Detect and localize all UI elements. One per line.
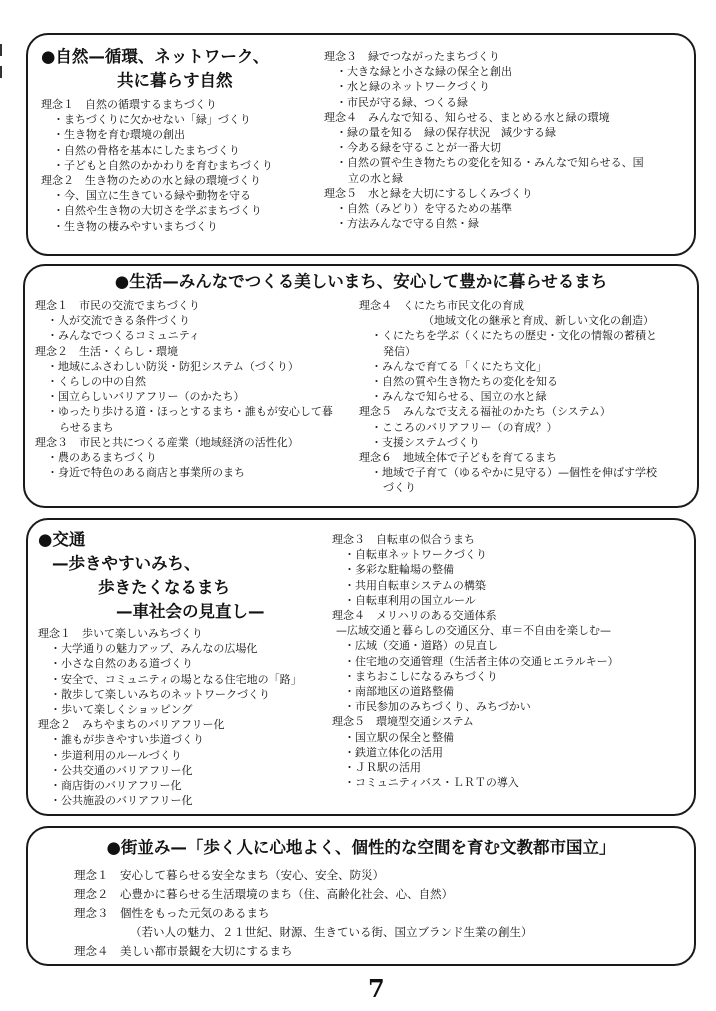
list-item: ・自転車ネットワークづくり	[344, 548, 487, 562]
list-item: ・自然の質や生き物たちの変化を知る・みんなで知らせる、国	[336, 156, 644, 170]
list-item: ・鉄道立体化の活用	[344, 745, 443, 759]
nature-left-column	[41, 45, 341, 234]
principle-heading: 理念５ みんなで支える福祉のかたち（システム）	[359, 405, 611, 419]
principle-heading: 理念６ 地域全体で子どもを育てるまち	[359, 451, 557, 465]
list-item: ・商店街のバリアフリー化	[50, 779, 182, 793]
list-item: ・ゆったり歩ける道・ほっとするまち・誰もが安心して暮	[47, 405, 333, 419]
principle-heading: 理念５ 環境型交通システム	[332, 715, 474, 729]
list-item: ・みんなでつくるコミュニティ	[47, 329, 200, 343]
list-item: ・住宅地の交通管理（生活者主体の交通ヒエラルキー）	[344, 654, 619, 668]
list-item: ・小さな自然のある道づくり	[50, 657, 193, 671]
list-item: ・歩いて楽しくショッピング	[50, 703, 193, 717]
list-item: ・自然や生き物の大切さを学ぶまちづくり	[53, 204, 262, 218]
principle-note: （若い人の魅力、２１世紀、財源、生きている街、国立ブランド生業の創生）	[130, 925, 533, 939]
nature-right-column	[324, 49, 690, 231]
list-item: ・国立らしいバリアフリー（のかたち）	[47, 390, 245, 404]
list-item: ・大きな緑と小さな緑の保全と創出	[336, 65, 512, 79]
list-item: ・南部地区の道路整備	[344, 685, 454, 699]
list-item: ・身近で特色のある商店と事業所のまち	[47, 466, 245, 480]
list-item: ・今、国立に生きている緑や動物を守る	[53, 189, 251, 203]
list-item: ・農のあるまちづくり	[47, 451, 157, 465]
list-item: ・緑の量を知る 緑の保存状況 減少する緑	[336, 126, 556, 140]
list-item: ・安全で、コミュニティの場となる住宅地の「路」	[50, 672, 302, 686]
principle-heading: 理念４ 美しい都市景観を大切にするまち	[74, 944, 293, 958]
principle-heading: 理念４ みんなで知る、知らせる、まとめる水と緑の環境	[324, 110, 610, 124]
principle-subheading: —広域交通と暮らしの交通区分、車＝不自由を楽しむ—	[336, 624, 611, 638]
section-life	[23, 264, 699, 508]
life-right-column	[359, 298, 693, 496]
list-item: ・共用自転車システムの構築	[344, 578, 486, 592]
list-item: ・多彩な駐輪場の整備	[344, 563, 454, 577]
list-item: ・人が交流できる条件づくり	[47, 314, 190, 328]
section-title: ●交通	[38, 530, 86, 549]
section-title: ●生活—みんなでつくる美しいまち、安心して豊かに暮らせるまち	[114, 272, 608, 291]
section-townscape	[26, 826, 696, 966]
list-item: ・大学通りの魅力アップ、みんなの広場化	[50, 642, 258, 656]
list-item: ・方法みんなで守る自然・緑	[336, 217, 479, 231]
section-nature	[26, 33, 696, 256]
section-subtitle: 共に暮らす自然	[117, 71, 233, 90]
transport-right-column	[332, 532, 692, 790]
list-item: ・こころのバリアフリー（の育成？）	[371, 420, 558, 434]
list-item: 立の水と緑	[348, 171, 403, 185]
list-item: ・くらしの中の自然	[47, 375, 146, 389]
binding-mark	[0, 44, 2, 56]
principle-heading: 理念３ 市民と共につくる産業（地域経済の活性化）	[35, 435, 299, 449]
principle-heading: 理念４ メリハリのある交通体系	[332, 609, 497, 623]
list-item: ・今ある緑を守ることが一番大切	[336, 141, 501, 155]
list-item: ・自然の質や生き物たちの変化を知る	[371, 375, 558, 389]
binding-mark	[0, 66, 2, 78]
principle-heading: 理念２ 生活・くらし・環境	[35, 344, 178, 358]
list-item: ・自然（みどり）を守るための基準	[336, 202, 512, 216]
list-item: づくり	[383, 481, 416, 495]
list-item: ・散歩して楽しいみちのネットワークづくり	[50, 687, 270, 701]
list-item: ・地域にふさわしい防災・防犯システム（づくり）	[47, 359, 299, 373]
principle-heading: 理念１ 安心して暮らせる安全なまち（安心、安全、防災）	[74, 868, 385, 882]
list-item: ・歩道利用のルールづくり	[50, 748, 182, 762]
section-subtitle: 歩きたくなるまち	[98, 578, 230, 597]
page-number: 7	[368, 974, 385, 1003]
principle-heading: 理念１ 自然の循環するまちづくり	[41, 98, 217, 111]
townscape-list	[74, 866, 684, 961]
list-item: ・自然の骨格を基本にしたまちづくり	[53, 143, 240, 157]
principle-heading: 理念５ 水と緑を大切にするしくみづくり	[324, 186, 533, 200]
list-item: ・みんなで育てる「くにたち文化」	[371, 359, 547, 373]
principle-heading: 理念３ 緑でつながったまちづくり	[324, 50, 500, 63]
list-item: ・生き物の棲みやすいまちづくり	[53, 219, 218, 233]
section-subtitle: —歩きやすいみち、	[52, 554, 201, 573]
list-item: ・公共施設のバリアフリー化	[50, 794, 193, 808]
list-item: ・自転車利用の国立ルール	[344, 593, 476, 607]
life-left-column	[35, 298, 359, 480]
list-item: ・ＪＲ駅の活用	[344, 761, 421, 775]
list-item: ・子どもと自然のかかわりを育むまちづくり	[53, 158, 273, 172]
section-subtitle: —車社会の見直し—	[116, 602, 265, 621]
section-title: ●街並み—「歩く人に心地よく、個性的な空間を育む文教都市国立」	[106, 838, 616, 857]
list-item: ・生き物を育む環境の創出	[53, 128, 185, 142]
principle-heading: 理念２ 心豊かに暮らせる生活環境のまち（住、高齢化社会、心、自然）	[74, 887, 454, 901]
principle-heading: 理念４ くにたち市民文化の育成	[359, 299, 524, 312]
section-title: ●自然—循環、ネットワーク、	[41, 47, 270, 66]
list-item: ・支援システムづくり	[371, 435, 480, 449]
principle-subheading: （地域文化の継承と育成、新しい文化の創造）	[423, 314, 654, 328]
list-item: 発信）	[383, 344, 416, 358]
list-item: ・市民が守る緑、つくる緑	[336, 95, 468, 109]
list-item: ・水と緑のネットワークづくり	[336, 80, 490, 94]
list-item: ・国立駅の保全と整備	[344, 730, 454, 744]
list-item: ・地域で子育て（ゆるやかに見守る）—個性を伸ばす学校	[371, 466, 657, 480]
principle-heading: 理念１ 市民の交流でまちづくり	[35, 299, 200, 312]
list-item: ・市民参加のみちづくり、みちづかい	[344, 700, 531, 714]
list-item: ・広域（交通・道路）の見直し	[344, 639, 498, 653]
principle-heading: 理念３ 自転車の似合うまち	[332, 533, 475, 546]
principle-heading: 理念２ 生き物のための水と緑の環境づくり	[41, 174, 261, 188]
list-item: ・公共交通のバリアフリー化	[50, 763, 193, 777]
list-item: ・くにたちを学ぶ（くにたちの歴史・文化の情報の蓄積と	[371, 329, 657, 343]
principle-heading: 理念３ 個性をもった元気のあるまち	[74, 906, 270, 920]
list-item: らせるまち	[59, 420, 114, 434]
list-item: ・コミュニティバス・ＬＲＴの導入	[344, 776, 519, 790]
principle-heading: 理念１ 歩いて楽しいみちづくり	[38, 627, 203, 640]
list-item: ・誰もが歩きやすい歩道づくり	[50, 733, 204, 747]
list-item: ・まちおこしになるみちづくり	[344, 669, 498, 683]
principle-heading: 理念２ みちやまちのバリアフリー化	[38, 718, 225, 732]
list-item: ・みんなで知らせる、国立の水と緑	[371, 390, 547, 404]
list-item: ・まちづくりに欠かせない「緑」づくり	[53, 113, 251, 127]
transport-left-column	[38, 528, 338, 808]
section-transport	[26, 518, 696, 816]
